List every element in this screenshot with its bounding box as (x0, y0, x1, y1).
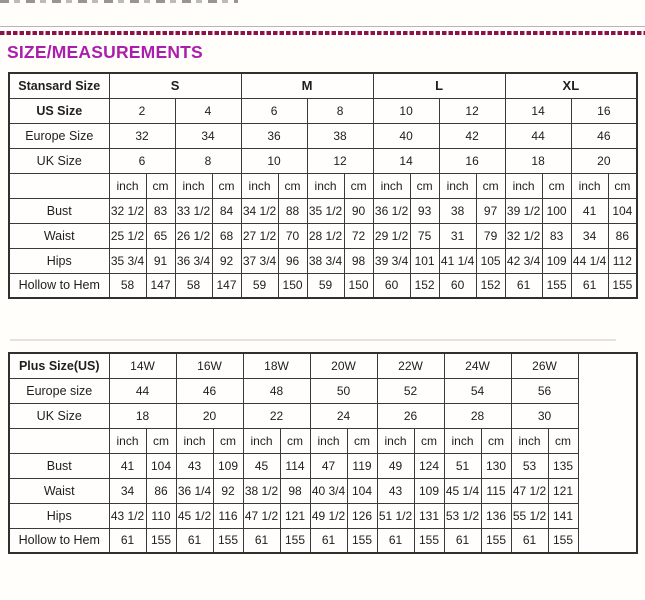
table-row (9, 273, 637, 298)
value-cell: 22W (377, 353, 444, 378)
value-cell: 61 (176, 528, 213, 553)
row-label-cell: UK Size (9, 403, 109, 428)
value-cell: 124 (414, 453, 444, 478)
value-cell: 51 1/2 (377, 503, 414, 528)
value-cell: 28 (444, 403, 511, 428)
value-cell: 114 (280, 453, 310, 478)
value-cell: 41 (571, 198, 608, 223)
value-cell: 93 (410, 198, 439, 223)
value-cell: 61 (109, 528, 146, 553)
value-cell: 40 3/4 (310, 478, 347, 503)
value-cell: 18 (505, 148, 571, 173)
value-cell: 45 1/2 (176, 503, 213, 528)
value-cell: 83 (542, 223, 571, 248)
value-cell: 34 (175, 123, 241, 148)
value-cell: 61 (310, 528, 347, 553)
value-cell: 100 (542, 198, 571, 223)
value-cell: 10 (373, 98, 439, 123)
value-cell: 42 (439, 123, 505, 148)
standard-size-table (8, 72, 638, 299)
value-cell: 38 1/2 (243, 478, 280, 503)
row-label-cell: Europe Size (9, 123, 109, 148)
value-cell: cm (212, 173, 241, 198)
row-label-cell: Hollow to Hem (9, 528, 109, 553)
value-cell: 61 (377, 528, 414, 553)
value-cell: 110 (146, 503, 176, 528)
value-cell: 155 (548, 528, 578, 553)
value-cell: 58 (175, 273, 212, 298)
row-label-cell: Waist (9, 223, 109, 248)
value-cell: 90 (344, 198, 373, 223)
value-cell: inch (505, 173, 542, 198)
value-cell: 98 (344, 248, 373, 273)
value-cell: cm (414, 428, 444, 453)
value-cell: 147 (146, 273, 175, 298)
value-cell: 91 (146, 248, 175, 273)
row-label-cell: Europe size (9, 378, 109, 403)
value-cell: 12 (439, 98, 505, 123)
value-cell: 27 1/2 (241, 223, 278, 248)
value-cell: 30 (511, 403, 578, 428)
value-cell: 61 (505, 273, 542, 298)
value-cell: 47 1/2 (243, 503, 280, 528)
value-cell: 109 (414, 478, 444, 503)
value-cell: 46 (571, 123, 637, 148)
value-cell: 60 (373, 273, 410, 298)
value-cell: cm (278, 173, 307, 198)
value-cell: 152 (410, 273, 439, 298)
value-cell: cm (146, 428, 176, 453)
table-row (9, 453, 637, 478)
value-cell: 109 (542, 248, 571, 273)
value-cell: 92 (212, 248, 241, 273)
value-cell: 155 (280, 528, 310, 553)
value-cell: 126 (347, 503, 377, 528)
value-cell: 42 3/4 (505, 248, 542, 273)
value-cell: inch (377, 428, 414, 453)
value-cell: 25 1/2 (109, 223, 146, 248)
value-cell: cm (344, 173, 373, 198)
value-cell: 35 3/4 (109, 248, 146, 273)
value-cell: cm (542, 173, 571, 198)
value-cell: 20 (571, 148, 637, 173)
row-label-cell: Plus Size(US) (9, 353, 109, 378)
value-cell: 38 3/4 (307, 248, 344, 273)
value-cell: 48 (243, 378, 310, 403)
value-cell: inch (310, 428, 347, 453)
value-cell: inch (307, 173, 344, 198)
value-cell: 47 1/2 (511, 478, 548, 503)
value-cell: 115 (481, 478, 511, 503)
row-label-cell: Hollow to Hem (9, 273, 109, 298)
value-cell: 86 (146, 478, 176, 503)
table-row (9, 123, 637, 148)
value-cell: M (241, 73, 373, 98)
value-cell: XL (505, 73, 637, 98)
value-cell: inch (439, 173, 476, 198)
value-cell: 104 (608, 198, 637, 223)
value-cell: inch (511, 428, 548, 453)
row-label-cell: Hips (9, 503, 109, 528)
plus-size-table (8, 352, 638, 554)
value-cell: 8 (307, 98, 373, 123)
table-row (9, 98, 637, 123)
cutoff-text-remnant (0, 0, 238, 3)
value-cell: 54 (444, 378, 511, 403)
value-cell (578, 353, 637, 553)
value-cell: cm (410, 173, 439, 198)
value-cell: inch (109, 173, 146, 198)
value-cell: 20W (310, 353, 377, 378)
value-cell: 8 (175, 148, 241, 173)
value-cell: 34 (109, 478, 146, 503)
value-cell: 24 (310, 403, 377, 428)
value-cell: 18W (243, 353, 310, 378)
value-cell: 32 1/2 (505, 223, 542, 248)
row-label-cell (9, 428, 109, 453)
value-cell: inch (373, 173, 410, 198)
value-cell: 14 (373, 148, 439, 173)
value-cell: 36 1/4 (176, 478, 213, 503)
value-cell: 61 (511, 528, 548, 553)
value-cell: 155 (213, 528, 243, 553)
value-cell: 121 (280, 503, 310, 528)
value-cell: 44 1/4 (571, 248, 608, 273)
value-cell: 59 (241, 273, 278, 298)
value-cell: inch (444, 428, 481, 453)
value-cell: 44 (109, 378, 176, 403)
value-cell: 86 (608, 223, 637, 248)
value-cell: 59 (307, 273, 344, 298)
row-label-cell: US Size (9, 98, 109, 123)
table-row (9, 403, 637, 428)
value-cell: 141 (548, 503, 578, 528)
value-cell: 14W (109, 353, 176, 378)
value-cell: inch (175, 173, 212, 198)
value-cell: 155 (542, 273, 571, 298)
value-cell: 43 (176, 453, 213, 478)
value-cell: 26W (511, 353, 578, 378)
value-cell: 116 (213, 503, 243, 528)
value-cell: 45 (243, 453, 280, 478)
table-row (9, 528, 637, 553)
value-cell: 26 1/2 (175, 223, 212, 248)
value-cell: 36 3/4 (175, 248, 212, 273)
value-cell: 36 (241, 123, 307, 148)
value-cell: 65 (146, 223, 175, 248)
row-label-cell: Bust (9, 198, 109, 223)
value-cell: 22 (243, 403, 310, 428)
value-cell: 51 (444, 453, 481, 478)
row-label-cell (9, 173, 109, 198)
value-cell: cm (280, 428, 310, 453)
value-cell: 68 (212, 223, 241, 248)
value-cell: 155 (481, 528, 511, 553)
value-cell: inch (176, 428, 213, 453)
value-cell: 33 1/2 (175, 198, 212, 223)
value-cell: 43 (377, 478, 414, 503)
value-cell: 4 (175, 98, 241, 123)
value-cell: 61 (444, 528, 481, 553)
value-cell: 41 (109, 453, 146, 478)
value-cell: 104 (146, 453, 176, 478)
value-cell: 105 (476, 248, 505, 273)
value-cell: 84 (212, 198, 241, 223)
value-cell: 14 (505, 98, 571, 123)
table-row (9, 478, 637, 503)
value-cell: inch (243, 428, 280, 453)
value-cell: inch (241, 173, 278, 198)
value-cell: 10 (241, 148, 307, 173)
value-cell: 16 (571, 98, 637, 123)
table-row (9, 428, 637, 453)
table-row (9, 198, 637, 223)
table-row (9, 73, 637, 98)
value-cell: 32 (109, 123, 175, 148)
value-cell: 58 (109, 273, 146, 298)
value-cell: 136 (481, 503, 511, 528)
value-cell: 44 (505, 123, 571, 148)
value-cell: 34 (571, 223, 608, 248)
row-label-cell: Stansard Size (9, 73, 109, 98)
value-cell: 109 (213, 453, 243, 478)
row-label-cell: Waist (9, 478, 109, 503)
value-cell: inch (571, 173, 608, 198)
value-cell: 135 (548, 453, 578, 478)
table-row (9, 248, 637, 273)
faint-divider-line (10, 339, 616, 341)
value-cell: 75 (410, 223, 439, 248)
table-row (9, 378, 637, 403)
value-cell: 155 (347, 528, 377, 553)
value-cell: 60 (439, 273, 476, 298)
value-cell: 32 1/2 (109, 198, 146, 223)
value-cell: 16W (176, 353, 243, 378)
value-cell: 49 (377, 453, 414, 478)
value-cell: 155 (414, 528, 444, 553)
row-label-cell: Bust (9, 453, 109, 478)
value-cell: 2 (109, 98, 175, 123)
value-cell: 55 1/2 (511, 503, 548, 528)
value-cell: 45 1/4 (444, 478, 481, 503)
value-cell: 88 (278, 198, 307, 223)
value-cell: 20 (176, 403, 243, 428)
page-title: SIZE/MEASUREMENTS (7, 42, 203, 62)
value-cell: 28 1/2 (307, 223, 344, 248)
value-cell: cm (213, 428, 243, 453)
value-cell: 41 1/4 (439, 248, 476, 273)
value-cell: 36 1/2 (373, 198, 410, 223)
value-cell: cm (146, 173, 175, 198)
value-cell: 92 (213, 478, 243, 503)
value-cell: 121 (548, 478, 578, 503)
value-cell: 52 (377, 378, 444, 403)
value-cell: 56 (511, 378, 578, 403)
value-cell: 70 (278, 223, 307, 248)
value-cell: 152 (476, 273, 505, 298)
value-cell: 119 (347, 453, 377, 478)
value-cell: 130 (481, 453, 511, 478)
value-cell: 96 (278, 248, 307, 273)
value-cell: 72 (344, 223, 373, 248)
value-cell: 35 1/2 (307, 198, 344, 223)
value-cell: 6 (241, 98, 307, 123)
value-cell: 18 (109, 403, 176, 428)
value-cell: 79 (476, 223, 505, 248)
value-cell: 16 (439, 148, 505, 173)
value-cell: 29 1/2 (373, 223, 410, 248)
value-cell: 39 1/2 (505, 198, 542, 223)
table-row (9, 148, 637, 173)
value-cell: 37 3/4 (241, 248, 278, 273)
value-cell: 38 (307, 123, 373, 148)
gray-divider-line (0, 26, 645, 27)
table-row (9, 353, 637, 378)
value-cell: 43 1/2 (109, 503, 146, 528)
value-cell: 150 (278, 273, 307, 298)
value-cell: 104 (347, 478, 377, 503)
value-cell: 53 1/2 (444, 503, 481, 528)
value-cell: S (109, 73, 241, 98)
value-cell: 50 (310, 378, 377, 403)
value-cell: cm (481, 428, 511, 453)
row-label-cell: Hips (9, 248, 109, 273)
value-cell: 46 (176, 378, 243, 403)
value-cell: 49 1/2 (310, 503, 347, 528)
value-cell: 98 (280, 478, 310, 503)
value-cell: cm (608, 173, 637, 198)
value-cell: 83 (146, 198, 175, 223)
table-row (9, 503, 637, 528)
value-cell: 61 (571, 273, 608, 298)
value-cell: 40 (373, 123, 439, 148)
value-cell: 150 (344, 273, 373, 298)
value-cell: 24W (444, 353, 511, 378)
value-cell: 155 (608, 273, 637, 298)
value-cell: 101 (410, 248, 439, 273)
table-row (9, 173, 637, 198)
value-cell: 6 (109, 148, 175, 173)
value-cell: 12 (307, 148, 373, 173)
value-cell: 38 (439, 198, 476, 223)
value-cell: 53 (511, 453, 548, 478)
value-cell: 155 (146, 528, 176, 553)
value-cell: inch (109, 428, 146, 453)
row-label-cell: UK Size (9, 148, 109, 173)
value-cell: 147 (212, 273, 241, 298)
value-cell: L (373, 73, 505, 98)
value-cell: cm (548, 428, 578, 453)
value-cell: 47 (310, 453, 347, 478)
table-row (9, 223, 637, 248)
value-cell: 61 (243, 528, 280, 553)
value-cell: cm (347, 428, 377, 453)
value-cell: 34 1/2 (241, 198, 278, 223)
value-cell: 97 (476, 198, 505, 223)
magenta-dashed-divider (0, 31, 645, 35)
value-cell: 39 3/4 (373, 248, 410, 273)
value-cell: 131 (414, 503, 444, 528)
value-cell: 112 (608, 248, 637, 273)
value-cell: cm (476, 173, 505, 198)
value-cell: 31 (439, 223, 476, 248)
value-cell: 26 (377, 403, 444, 428)
